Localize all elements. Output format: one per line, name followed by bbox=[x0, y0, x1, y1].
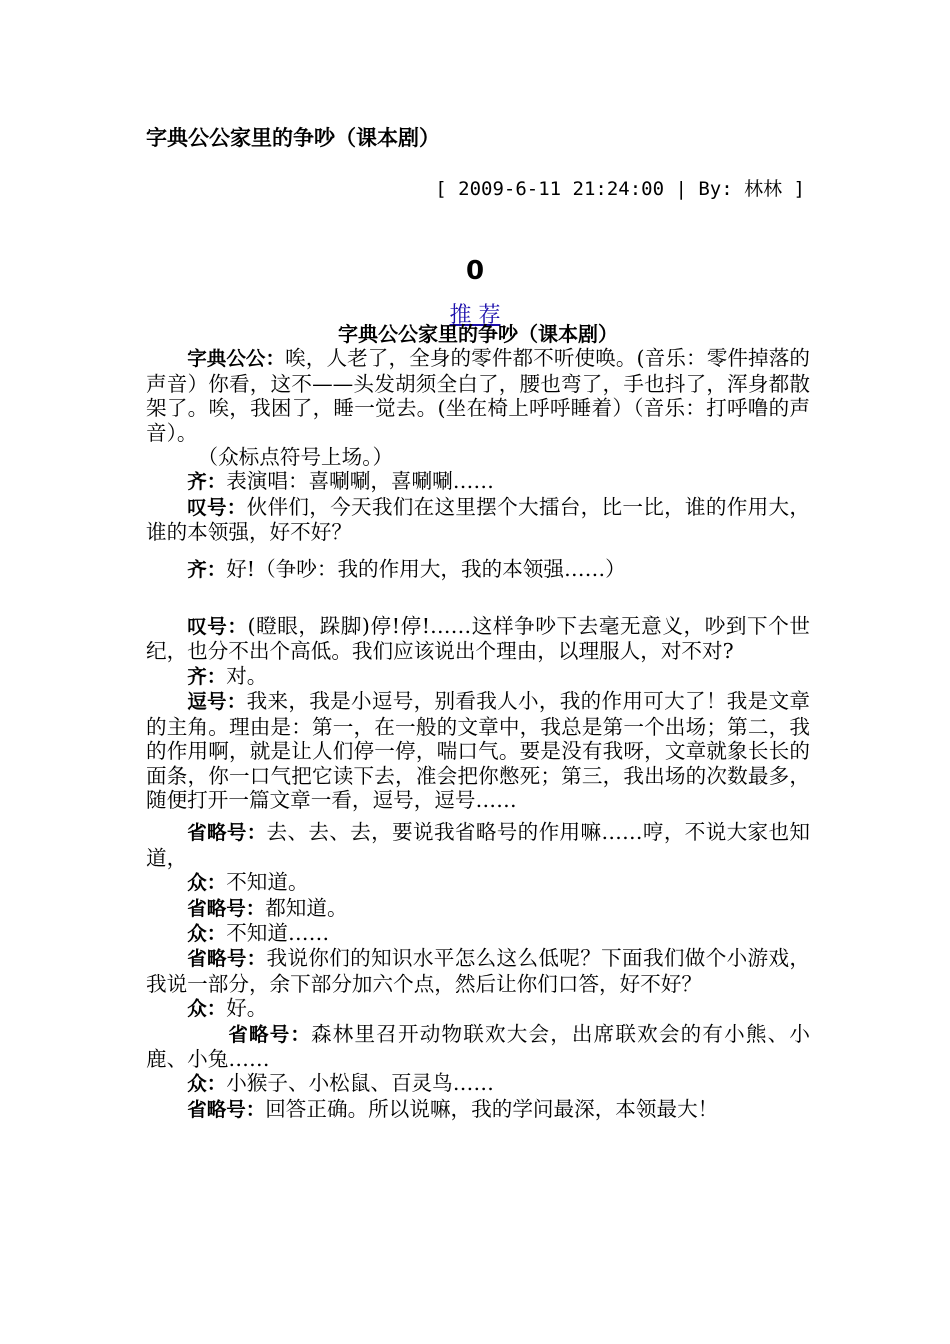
speaker-separator: ： bbox=[290, 1022, 311, 1046]
speaker-name: 齐 bbox=[187, 557, 207, 581]
script-line bbox=[146, 921, 810, 946]
speaker-name: 省略号 bbox=[228, 1022, 291, 1046]
speaker-separator: ： bbox=[245, 1097, 266, 1121]
speaker-name: 省略号 bbox=[187, 896, 246, 920]
speaker-separator: ： bbox=[206, 470, 227, 494]
speaker-name: 字典公公 bbox=[187, 347, 266, 371]
speaker-separator: ： bbox=[206, 871, 227, 895]
script-line bbox=[146, 996, 810, 1021]
speaker-name: 逗号 bbox=[187, 690, 227, 714]
vote-count: 0 bbox=[465, 256, 485, 286]
script-body bbox=[146, 322, 810, 1122]
line-text: （众标点符号上场。） bbox=[197, 445, 394, 470]
line-text: (瞪眼，跺脚)停!停!……这样争吵下去毫无意义，吵到下个世纪，也分不出个高低。我们应该说出个理由，以理服人，对不对? bbox=[146, 614, 810, 664]
speaker-separator: ： bbox=[245, 896, 266, 920]
speaker-name: 省略号 bbox=[187, 821, 247, 845]
script-line bbox=[146, 664, 810, 689]
speaker-separator: ： bbox=[226, 495, 247, 519]
speaker-separator: ： bbox=[206, 921, 227, 945]
script-line bbox=[146, 820, 810, 870]
line-text: 唉，人老了，全身的零件都不听使唤。(音乐：零件掉落的声音）你看，这不——头发胡须全白了，腰也弯了，手也抖了，浑身都散架了。唉，我困了，睡一觉去。(坐在椅上呼呼睡着）（音乐：打呼噜的声音）。 bbox=[146, 346, 810, 445]
speaker-name: 叹号 bbox=[187, 615, 228, 639]
line-text: 不知道。 bbox=[226, 870, 309, 895]
speaker-separator: ： bbox=[206, 557, 227, 581]
speaker-separator: ： bbox=[265, 347, 286, 371]
script-line bbox=[146, 614, 810, 664]
script-line bbox=[146, 557, 810, 582]
speaker-name: 省略号 bbox=[187, 1097, 246, 1121]
post-title: 字典公公家里的争吵（课本剧） bbox=[146, 126, 440, 150]
speaker-separator: ： bbox=[206, 997, 227, 1021]
speaker-name: 众 bbox=[187, 921, 207, 945]
speaker-name: 众 bbox=[187, 871, 207, 895]
script-title: 字典公公家里的争吵（课本剧） bbox=[338, 322, 618, 346]
script-line bbox=[146, 1022, 810, 1072]
script-line bbox=[146, 469, 810, 494]
line-text: 表演唱：喜唰唰，喜唰唰…… bbox=[226, 469, 494, 494]
script-line bbox=[146, 870, 810, 895]
line-text: 小猴子、小松鼠、百灵鸟…… bbox=[226, 1071, 494, 1096]
line-text: 对。 bbox=[226, 663, 268, 688]
script-line bbox=[146, 1071, 810, 1096]
script-line bbox=[146, 689, 810, 812]
script-line bbox=[146, 495, 810, 545]
line-text: 回答正确。所以说嘛，我的学问最深，本领最大！ bbox=[265, 1096, 719, 1121]
script-line bbox=[146, 946, 810, 996]
speaker-name: 省略号 bbox=[187, 947, 247, 971]
speaker-name: 齐 bbox=[187, 470, 207, 494]
script-line bbox=[146, 346, 810, 445]
script-line bbox=[146, 896, 810, 921]
line-text: 伙伴们，今天我们在这里摆个大擂台，比一比，谁的作用大，谁的本领强，好不好？ bbox=[146, 494, 810, 545]
line-text: 不知道…… bbox=[226, 920, 330, 945]
speaker-separator: ： bbox=[206, 1072, 227, 1096]
speaker-name: 众 bbox=[187, 1072, 207, 1096]
speaker-name: 众 bbox=[187, 997, 207, 1021]
speaker-separator: ： bbox=[227, 615, 248, 639]
speaker-name: 叹号 bbox=[187, 495, 227, 519]
line-text: 我来，我是小逗号，别看我人小，我的作用可大了！我是文章的主角。理由是：第一，在一般的文章中，我总是第一个出场；第二，我的作用啊，就是让人们停一停，喘口气。要是没有我呀，文章就象长长的面条，你一口气把它读下去，准会把你憋死；第三，我出场的次数最多，随便打开一篇文章一看，逗号，逗号…… bbox=[146, 689, 810, 812]
line-text: 森林里召开动物联欢大会，出席联欢会的有小熊、小鹿、小兔…… bbox=[146, 1021, 810, 1071]
line-text: 好!（争吵：我的作用大，我的本领强……） bbox=[226, 556, 626, 581]
speaker-separator: ： bbox=[206, 664, 227, 688]
line-text: 去、去、去，要说我省略号的作用嘛……哼，不说大家也知道， bbox=[146, 820, 810, 870]
line-text: 好。 bbox=[226, 996, 268, 1021]
speaker-separator: ： bbox=[246, 821, 267, 845]
speaker-separator: ： bbox=[226, 690, 247, 714]
speaker-separator: ： bbox=[246, 947, 267, 971]
line-text: 都知道。 bbox=[265, 895, 348, 920]
script-line bbox=[146, 1097, 810, 1122]
stage-direction bbox=[146, 445, 810, 469]
post-meta: [ 2009-6-11 21:24:00 | By: 林林 ] bbox=[435, 178, 805, 200]
speaker-name: 齐 bbox=[187, 664, 207, 688]
line-text: 我说你们的知识水平怎么这么低呢？下面我们做个小游戏，我说一部分，余下部分加六个点，然后让你们口答，好不好？ bbox=[146, 946, 810, 996]
recommend-link[interactable]: 推 荐 bbox=[449, 303, 501, 328]
